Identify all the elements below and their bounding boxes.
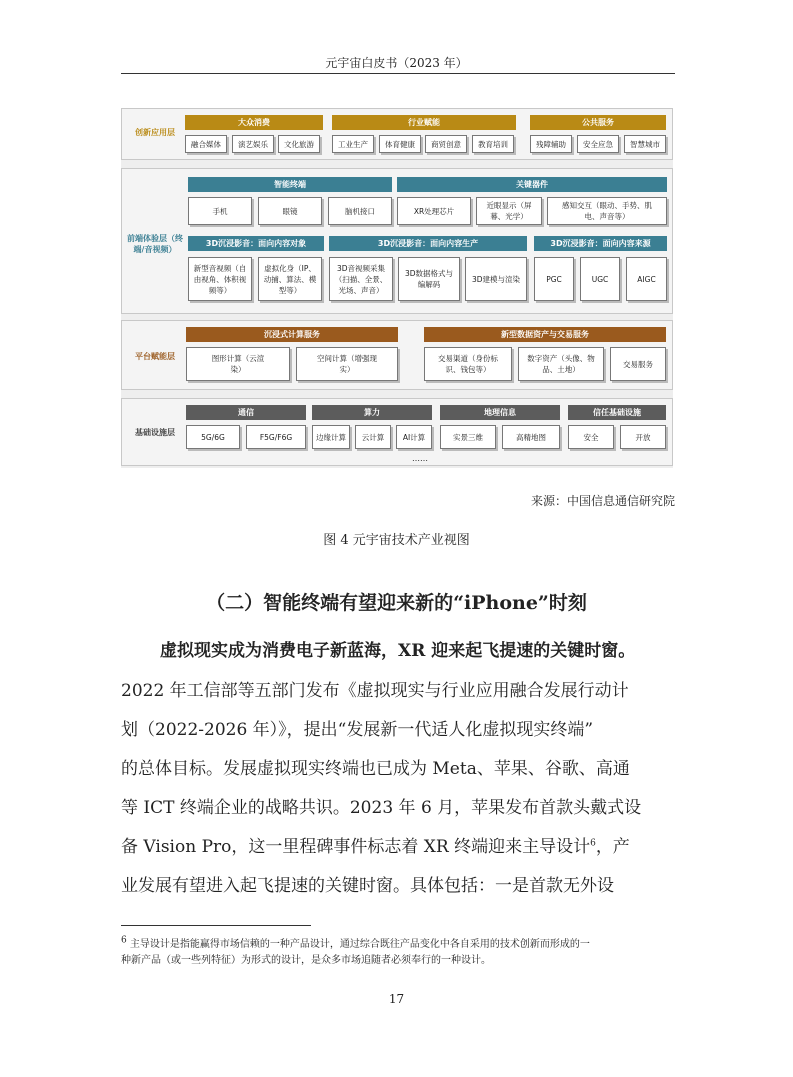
group-compute: 算力 <box>312 405 432 420</box>
layer-front-name: 前端体验层（终端/音视频） <box>127 234 183 254</box>
app-item: 智慧城市 <box>624 135 666 153</box>
infra-item: 高精地图 <box>502 425 560 449</box>
group-content-production: 3D沉浸影音：面向内容生产 <box>329 236 527 251</box>
front-item: 眼镜 <box>258 197 322 225</box>
front-item: 脑机接口 <box>328 197 392 225</box>
group-content-source: 3D沉浸影音：面向内容来源 <box>534 236 667 251</box>
infra-item: 实景三维 <box>440 425 496 449</box>
paragraph-line: 2022 年工信部等五部门发布《虚拟现实与行业应用融合发展行动计 <box>121 681 629 701</box>
infra-item: 边缘计算 <box>312 425 350 449</box>
group-smart-terminal: 智能终端 <box>188 177 392 192</box>
platform-item: 交易服务 <box>610 347 666 381</box>
group-industry: 行业赋能 <box>332 115 516 130</box>
line-text: 备 Vision Pro，这一里程碑事件标志着 XR 终端迎来主导设计 <box>121 837 591 857</box>
infra-item: AI计算 <box>396 425 432 449</box>
group-immersive-computing: 沉浸式计算服务 <box>186 327 398 342</box>
group-public: 公共服务 <box>530 115 666 130</box>
front-item: 3D数据格式与编解码 <box>398 257 460 301</box>
running-header: 元宇宙白皮书（2023 年） <box>325 56 468 70</box>
front-item: 近眼显示（屏幕、光学） <box>476 197 542 225</box>
layer-infra <box>121 398 673 466</box>
figure-source: 来源：中国信息通信研究院 <box>530 494 675 508</box>
layer-infra-name: 基础设施层 <box>135 428 175 437</box>
front-item: 感知交互（眼动、手势、肌电、声音等） <box>547 197 667 225</box>
lead-sentence: 虚拟现实成为消费电子新蓝海，XR 迎来起飞提速的关键时窗。 <box>160 641 636 661</box>
footnote-ref[interactable]: 6 <box>590 838 596 849</box>
footnote-line: 种新产品（或一些列特征）为形式的设计，是众多市场追随者必须奉行的一种设计。 <box>121 955 491 966</box>
layer-app <box>121 108 673 160</box>
app-item: 融合媒体 <box>185 135 227 153</box>
group-data-assets: 新型数据资产与交易服务 <box>424 327 666 342</box>
group-communication: 通信 <box>186 405 306 420</box>
group-content-object: 3D沉浸影音：面向内容对象 <box>188 236 324 251</box>
app-item: 残障辅助 <box>530 135 572 153</box>
figure-caption: 图 4 元宇宙技术产业视图 <box>323 533 470 548</box>
footnote-text: 主导设计是指能赢得市场信赖的一种产品设计，通过综合既往产品变化中各自采用的技术创新而形成的一 <box>126 939 590 950</box>
line-text-tail: ，产 <box>595 837 630 857</box>
paragraph-line <box>121 832 676 857</box>
platform-item: 数字资产（头像、物品、土地） <box>518 347 604 381</box>
platform-item: 空间计算（增强现实） <box>296 347 398 381</box>
app-item: 体育健康 <box>379 135 421 153</box>
layer-app-name: 创新应用层 <box>135 128 175 137</box>
header-rule <box>121 73 675 74</box>
app-item: 文化旅游 <box>278 135 320 153</box>
page-number: 17 <box>388 992 405 1006</box>
platform-item: 图形计算（云渲染） <box>186 347 290 381</box>
front-item: 3D建模与渲染 <box>465 257 527 301</box>
infra-item: 5G/6G <box>186 425 240 449</box>
footnote-rule <box>121 925 311 926</box>
platform-item: 交易渠道（身份标识、钱包等） <box>424 347 512 381</box>
front-item: UGC <box>580 257 620 301</box>
industry-view-figure <box>121 108 673 468</box>
footnote-mark: 6 <box>121 935 127 946</box>
paragraph-line: 划（2022-2026 年）》，提出“发展新一代适人化虚拟现实终端” <box>121 720 594 740</box>
footnote-line <box>121 935 681 950</box>
group-trust-infra: 信任基础设施 <box>568 405 666 420</box>
paragraph-line: 业发展有望进入起飞提速的关键时窗。具体包括：一是首款无外设 <box>121 876 614 896</box>
app-item: 商贸创意 <box>425 135 467 153</box>
layer-platform-name: 平台赋能层 <box>135 352 175 361</box>
front-item: 手机 <box>188 197 252 225</box>
paragraph-line: 等 ICT 终端企业的战略共识。2023 年 6 月，苹果发布首款头戴式设 <box>121 798 642 818</box>
group-geo-info: 地理信息 <box>440 405 560 420</box>
paragraph-line: 的总体目标。发展虚拟现实终端也已成为 Meta、苹果、谷歌、高通 <box>121 759 630 779</box>
app-item: 工业生产 <box>332 135 374 153</box>
app-item: 安全应急 <box>577 135 619 153</box>
section-title: （二）智能终端有望迎来新的“iPhone”时刻 <box>206 592 587 614</box>
front-item: AIGC <box>626 257 667 301</box>
app-item: 教育培训 <box>472 135 514 153</box>
infra-item: F5G/F6G <box>246 425 306 449</box>
infra-item: 云计算 <box>355 425 391 449</box>
group-key-components: 关键器件 <box>397 177 667 192</box>
front-item: 新型音视频（自由视角、体积视频等） <box>188 257 252 301</box>
app-item: 演艺娱乐 <box>232 135 274 153</box>
layer-platform <box>121 320 673 390</box>
infra-item: 安全 <box>568 425 614 449</box>
front-item: XR处理芯片 <box>397 197 471 225</box>
infra-item: 开放 <box>620 425 666 449</box>
front-item: 3D音视频采集（扫描、全景、光场、声音） <box>329 257 393 301</box>
front-item: 虚拟化身（IP、动捕、算法、模型等） <box>258 257 322 301</box>
infra-ellipsis: …… <box>412 454 428 463</box>
front-item: PGC <box>534 257 574 301</box>
group-consumer: 大众消费 <box>185 115 323 130</box>
layer-front <box>121 168 673 314</box>
